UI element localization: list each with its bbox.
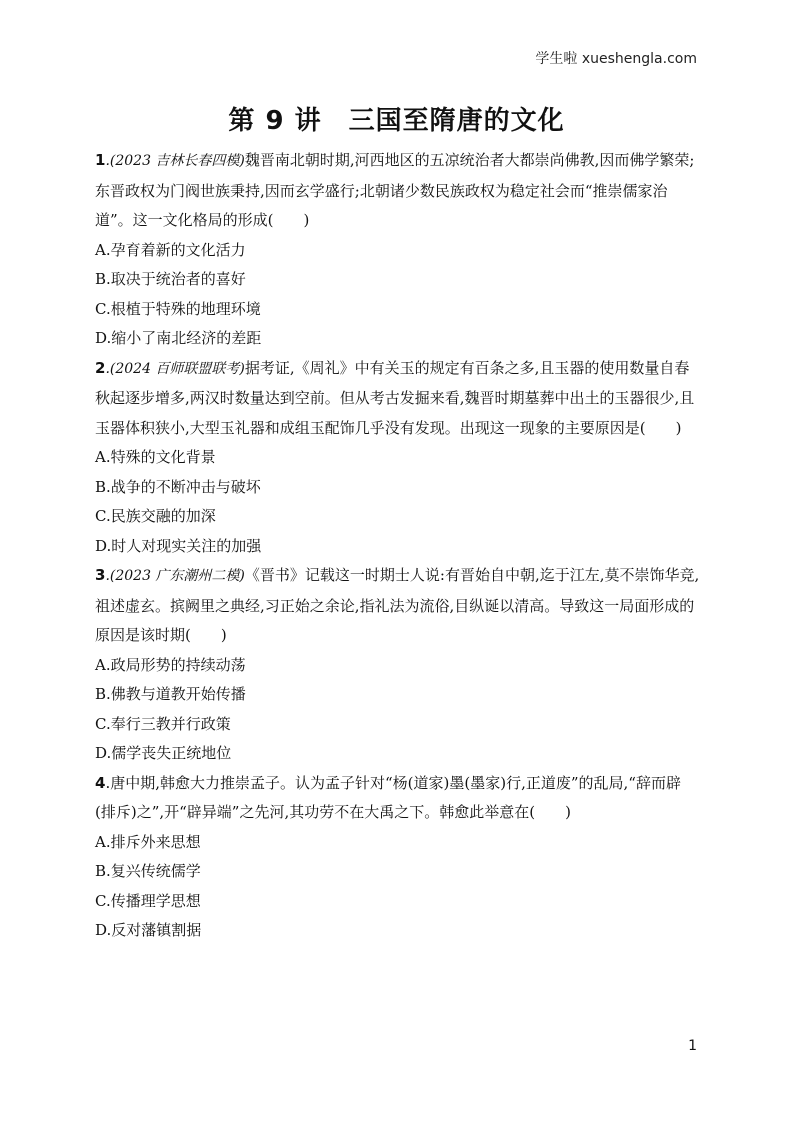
option-b: B.佛教与道教开始传播 bbox=[95, 685, 246, 703]
question-number: 1 bbox=[95, 151, 106, 169]
question-source: .(2023 吉林长春四模) bbox=[105, 153, 245, 169]
question-stem bbox=[95, 561, 700, 651]
question-list bbox=[95, 146, 700, 946]
option-c: C.奉行三教并行政策 bbox=[95, 714, 231, 733]
option-a: A.排斥外来思想 bbox=[95, 832, 201, 851]
option-c: C.传播理学思想 bbox=[95, 891, 201, 910]
question-text: 据考证,《周礼》中有关玉的规定有百条之多,且玉器的使用数量自春秋起逐步增多,两汉时数量达到空前。但从考古发掘来看,魏晋时期墓葬中出土的玉器很少,且玉器体积狭小,大型玉礼器和成组玉配饰几乎没有发现。出现这一现象的主要原因是( ) bbox=[95, 358, 695, 437]
question-number: 3 bbox=[95, 566, 106, 584]
option-c: C.民族交融的加深 bbox=[95, 507, 216, 525]
question-3 bbox=[95, 561, 700, 769]
option-d: D.缩小了南北经济的差距 bbox=[95, 329, 262, 347]
page-title: 第 9 讲 三国至隋唐的文化 bbox=[228, 106, 565, 136]
option-a: A.政局形势的持续动荡 bbox=[95, 655, 246, 674]
question-separator: . bbox=[105, 773, 111, 792]
question-source: .(2023 广东潮州二模) bbox=[105, 568, 245, 584]
question-stem bbox=[95, 769, 700, 828]
option-c: C.根植于特殊的地理环境 bbox=[95, 299, 261, 318]
question-number: 2 bbox=[95, 358, 106, 377]
question-text: 《晋书》记载这一时期士人说:有晋始自中朝,迄于江左,莫不崇饰华竞,祖述虚玄。摈阙里之典经,习正始之余论,指礼法为流俗,目纵诞以清高。导致这一局面形成的原因是该时期( ) bbox=[95, 566, 700, 644]
page-number: 1 bbox=[688, 1038, 697, 1054]
option-b: B.战争的不断冲击与破坏 bbox=[95, 477, 261, 496]
question-4 bbox=[95, 769, 700, 946]
question-text: 唐中期,韩愈大力推崇孟子。认为孟子针对“杨(道家)墨(墨家)行,正道废”的乱局,“辞而辟(排斥)之”,开“辟异端”之先河,其功劳不在大禹之下。韩愈此举意在( ) bbox=[95, 773, 681, 821]
option-a: A.特殊的文化背景 bbox=[95, 448, 216, 466]
question-stem bbox=[95, 354, 700, 444]
question-1 bbox=[95, 146, 700, 354]
question-text: 魏晋南北朝时期,河西地区的五凉统治者大都崇尚佛教,因而佛学繁荣;东晋政权为门阀世族秉持,因而玄学盛行;北朝诸少数民族政权为稳定社会而“推崇儒家治道”。这一文化格局的形成( ) bbox=[95, 151, 695, 229]
option-b: B.复兴传统儒学 bbox=[95, 862, 201, 880]
option-d: D.反对藩镇割据 bbox=[95, 921, 202, 939]
question-stem bbox=[95, 146, 700, 236]
option-b: B.取决于统治者的喜好 bbox=[95, 270, 246, 288]
question-2 bbox=[95, 354, 700, 562]
option-d: D.时人对现实关注的加强 bbox=[95, 536, 262, 555]
option-a: A.孕育着新的文化活力 bbox=[95, 240, 246, 259]
site-watermark: 学生啦 xueshengla.com bbox=[535, 51, 697, 67]
question-number: 4 bbox=[95, 773, 106, 792]
question-source: .(2024 百师联盟联考) bbox=[105, 360, 245, 377]
option-d: D.儒学丧失正统地位 bbox=[95, 744, 232, 762]
